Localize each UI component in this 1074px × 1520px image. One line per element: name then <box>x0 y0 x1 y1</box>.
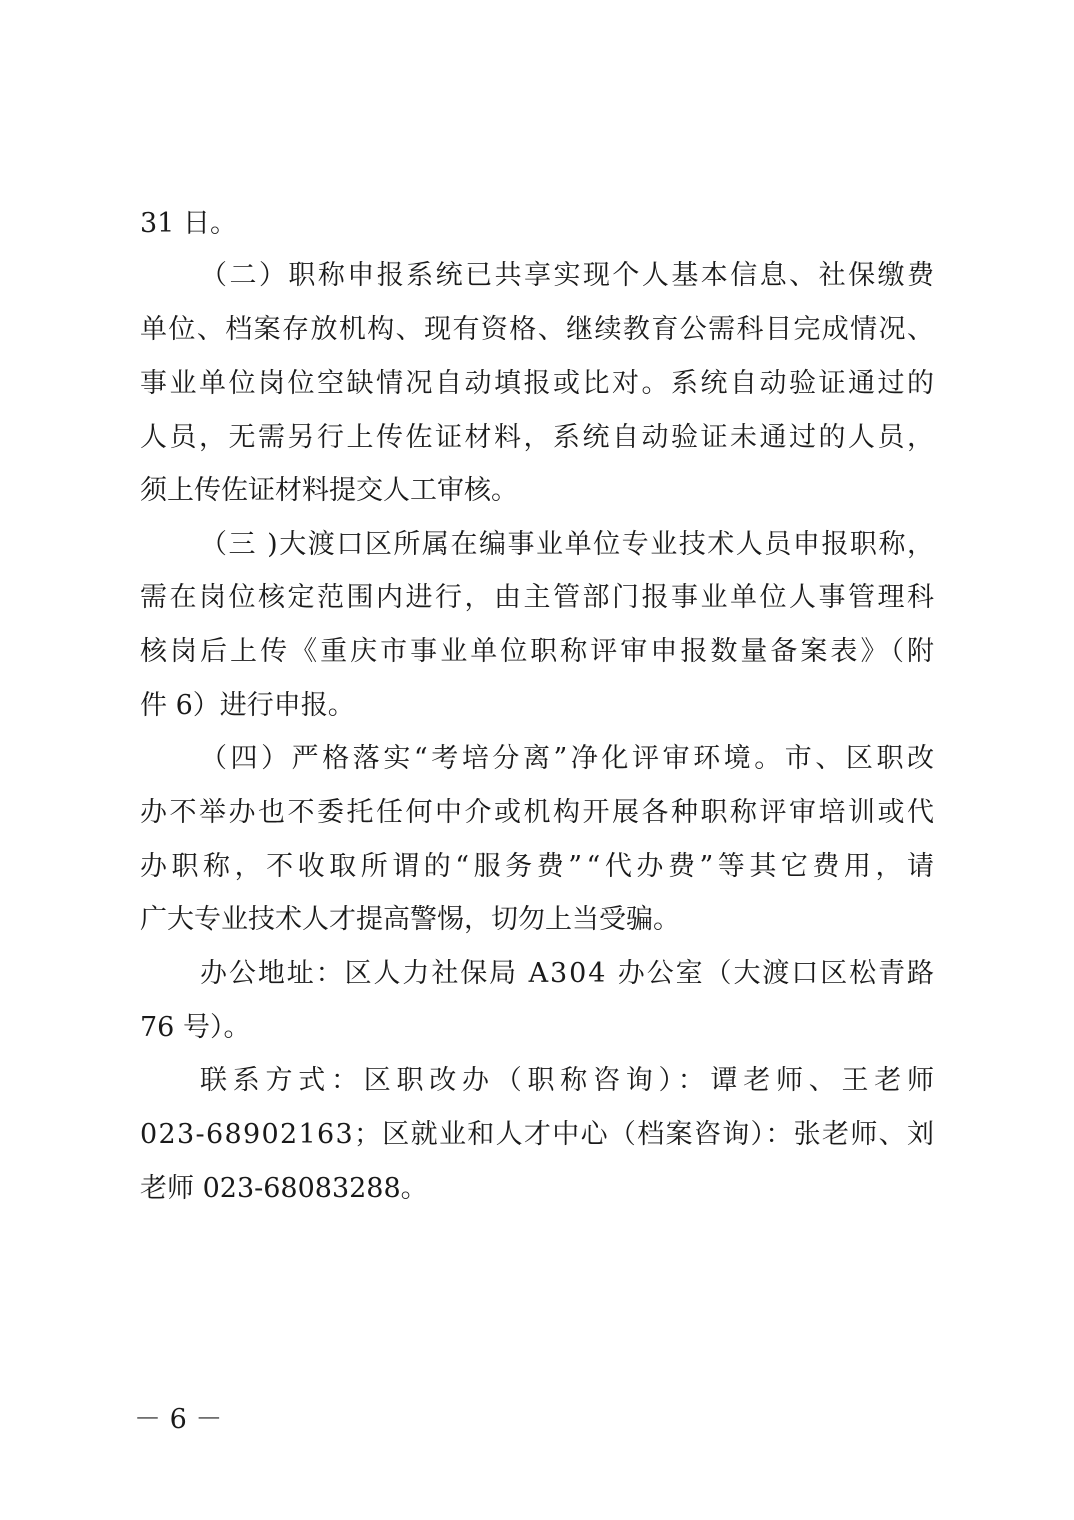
text-line-2: （二）职称申报系统已共享实现个人基本信息、社保缴费 <box>200 260 937 291</box>
text-line-8: 需在岗位核定范围内进行，由主管部门报事业单位人事管理科 <box>140 582 937 613</box>
text-line-6: 须上传佐证材料提交人工审核。 <box>140 475 518 506</box>
text-line-5: 人员，无需另行上传佐证材料，系统自动验证未通过的人员， <box>140 422 937 453</box>
text-line-9: 核岗后上传《重庆市事业单位职称评审申报数量备案表》（附 <box>140 636 938 667</box>
text-line-11: （四）严格落实“考培分离”净化评审环境。市、区职改 <box>200 743 938 774</box>
text-line-7: （三 )大渡口区所属在编事业单位专业技术人员申报职称， <box>200 529 936 560</box>
text-line-4: 事业单位岗位空缺情况自动填报或比对。系统自动验证通过的 <box>140 368 937 399</box>
text-line-1: 31 日。 <box>140 208 237 239</box>
text-line-15: 办公地址：区人力社保局 A304 办公室（大渡口区松青路 <box>200 958 936 989</box>
text-line-16: 76 号）。 <box>140 1012 251 1043</box>
text-line-18: 023-68902163；区就业和人才中心（档案咨询）：张老师、刘 <box>140 1119 936 1150</box>
text-line-17: 联系方式：区职改办（职称咨询）：谭老师、王老师 <box>200 1065 940 1096</box>
text-line-13: 办职称，不收取所谓的“服务费”“代办费”等其它费用，请 <box>140 851 939 882</box>
text-line-14: 广大专业技术人才提高警惕，切勿上当受骗。 <box>140 904 680 935</box>
text-line-12: 办不举办也不委托任何中介或机构开展各种职称评审培训或代 <box>140 797 937 828</box>
page-number: － 6 － <box>134 1404 223 1435</box>
text-line-3: 单位、档案存放机构、现有资格、继续教育公需科目完成情况、 <box>140 314 936 345</box>
text-line-10: 件 6）进行申报。 <box>140 690 355 721</box>
text-line-19: 老师 023-68083288。 <box>140 1173 428 1204</box>
